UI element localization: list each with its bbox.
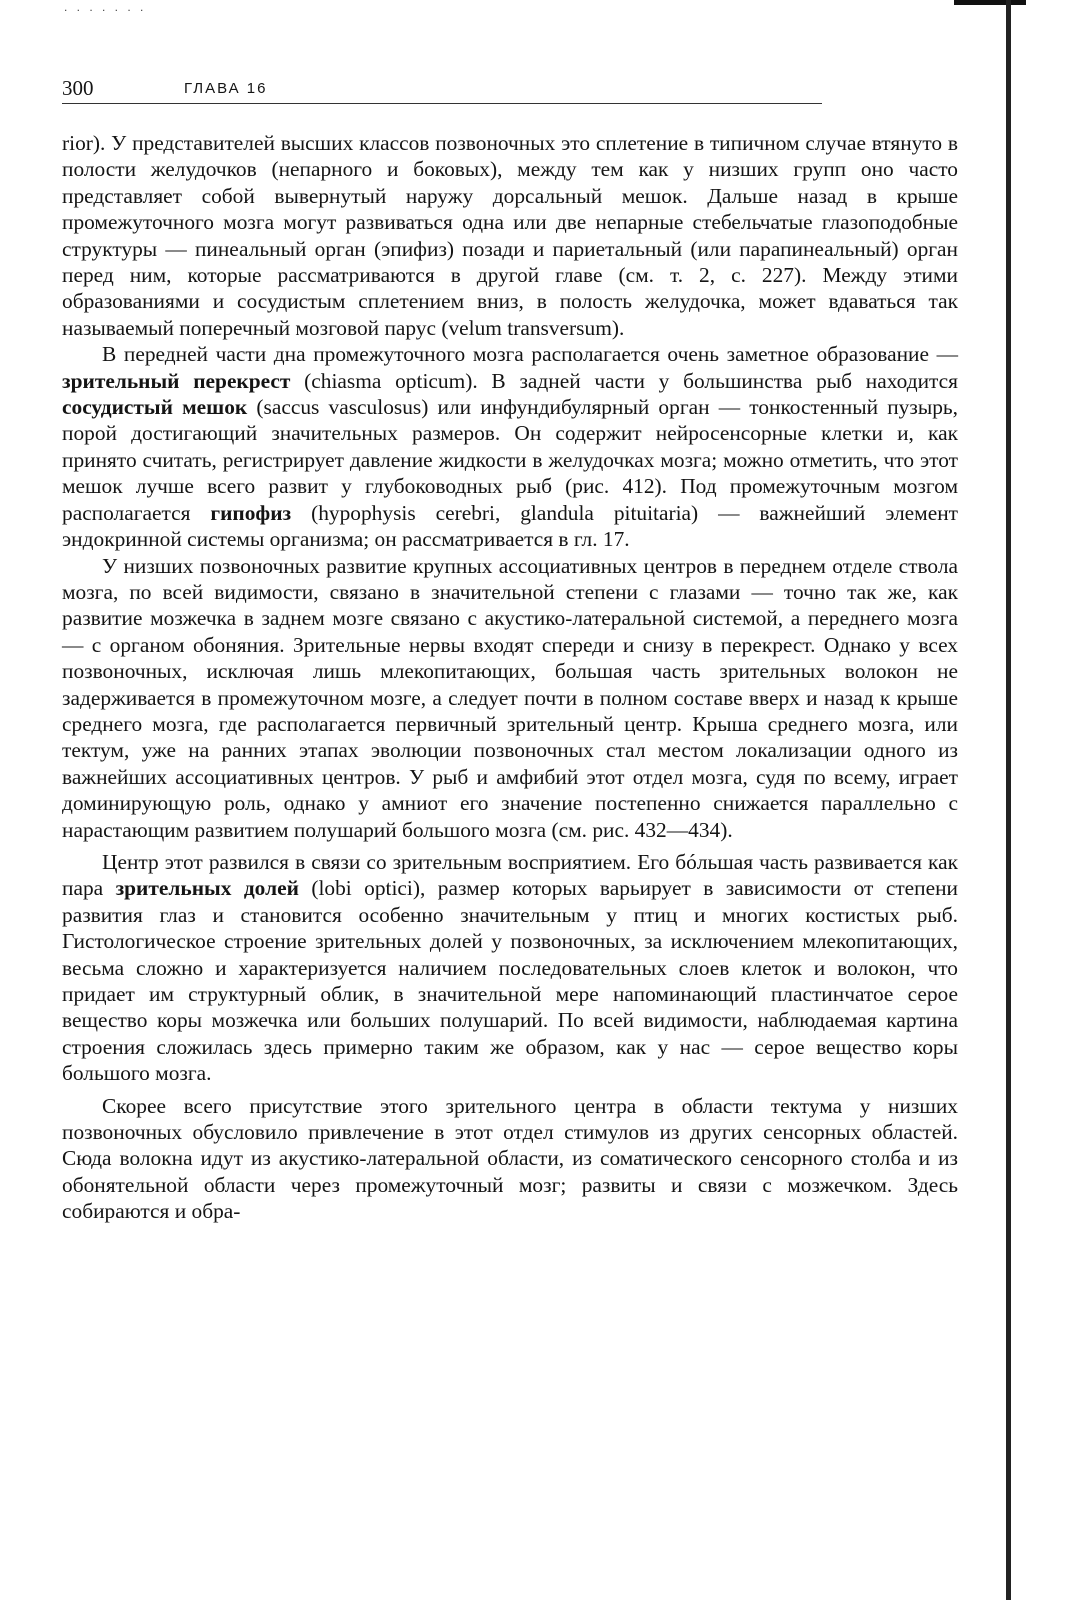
paragraph bbox=[62, 849, 958, 1087]
top-edge-marks: . . . . . . . bbox=[64, 0, 147, 14]
bold-term: зрительный перекрест bbox=[62, 368, 291, 393]
text-run: (saccus vasculosus) или инфундибулярный орган — тонкостенный пузырь, порой достигающий значительных размеров. Он содержит нейросенсорные клетки и, как принято считать, регистрирует давление жидкости в желудочках мозга; можно отметить, что этот мешок лучше всего развит у глубоководных рыб (рис. 412). Под промежуточным мозгом располагается bbox=[62, 395, 959, 525]
bold-term: гипофиз bbox=[210, 500, 292, 525]
paragraph bbox=[62, 553, 958, 843]
chapter-label: ГЛАВА 16 bbox=[184, 80, 268, 97]
paragraph bbox=[62, 130, 958, 341]
text-run: У низших позвоночных развитие крупных ассоциативных центров в переднем отделе ствола мозга, по всей видимости, связано в значительной степени с глазами — точно так же, как развитие мозжечка в заднем мозге связано с акустико-латеральной системой, а переднего мозга — с органом обоняния. Зрительные нервы входят спереди и снизу в перекрест. Однако у всех позвоночных, исключая лишь млекопитающих, большая часть зрительных волокон не задерживается в промежуточном мозге, а следует почти в полном составе вверх и назад к крыше среднего мозга, где располагается первичный зрительный центр. Крыша среднего мозга, или тектум, уже на ранних этапах эволюции позвоночных стал местом локализации одного из важнейших ассоциативных центров. У рыб и амфибий этот отдел мозга, судя по всему, играет доминирующую роль, однако у амниот его значение постепенно снижается параллельно с нарастающим развитием полушарий большого мозга (см. рис. 432—434). bbox=[62, 553, 958, 842]
bold-term: сосудистый мешок bbox=[62, 395, 248, 420]
binding-top-bar bbox=[954, 0, 1026, 5]
binding-vertical-bar bbox=[1006, 0, 1011, 1600]
bold-term: зрительных долей bbox=[115, 876, 299, 901]
text-run: rior). У представителей высших классов позвоночных это сплетение в типичном случае втянуто в полости желудочков (непарного и боковых), между тем как у низших групп оно часто представляет собой вывернутый наружу дорсальный мешок. Дальше назад в крыше промежуточного мозга могут развиваться одна или две непарные стебельчатые глазоподобные структуры — пинеальный орган (эпифиз) позади и париетальный (или парапинеальный) орган перед ним, которые рассматриваются в другой главе (см. т. 2, с. 227). Между этими образованиями и сосудистым сплетением вниз, в полость желудочка, может вдаваться так называемый поперечный мозговой парус (velum transversum). bbox=[62, 131, 958, 340]
text-run: (hypophysis cerebri, glandula pituitaria) — важнейший элемент эндокринной системы организма; он рассматривается в гл. 17. bbox=[62, 500, 958, 552]
paragraph bbox=[62, 1093, 958, 1225]
page-binding-edge bbox=[1006, 0, 1026, 1600]
paragraph bbox=[62, 341, 958, 552]
text-run: В передней части дна промежуточного мозга располагается очень заметное образование — bbox=[102, 342, 958, 367]
page-number: 300 bbox=[62, 76, 94, 100]
text-run: Скорее всего присутствие этого зрительного центра в области тектума у низших позвоночных обусловило привлечение в этот отдел стимулов из других сенсорных областей. Сюда волокна идут из акустико-латеральной области, из соматического сенсорного столба и из обонятельной области через промежуточный мозг; развиты и связи с мозжечком. Здесь собираются и обра- bbox=[62, 1093, 958, 1224]
text-run: Центр этот развился в связи со зрительным восприятием. Его бóльшая часть развивается как пара bbox=[62, 849, 958, 901]
header-rule bbox=[62, 103, 822, 104]
text-run: (lobi optici), размер которых варьирует в зависимости от степени развития глаз и становится особенно значительным у птиц и многих костистых рыб. Гистологическое строение зрительных долей у позвоночных, за исключением млекопитающих, весьма сложно и характеризуется наличием последовательных слоев клеток и волокон, что придает им структурный облик, в значительной мере напоминающий пластинчатое серое вещество коры мозжечка или больших полушарий. По всей видимости, наблюдаемая картина строения сложилась здесь примерно таким же образом, как у нас — серое вещество коры большого мозга. bbox=[62, 876, 959, 1086]
running-header bbox=[62, 76, 962, 104]
text-run: (chiasma opticum). В задней части у большинства рыб находится bbox=[290, 368, 958, 393]
body-text bbox=[62, 130, 958, 1225]
